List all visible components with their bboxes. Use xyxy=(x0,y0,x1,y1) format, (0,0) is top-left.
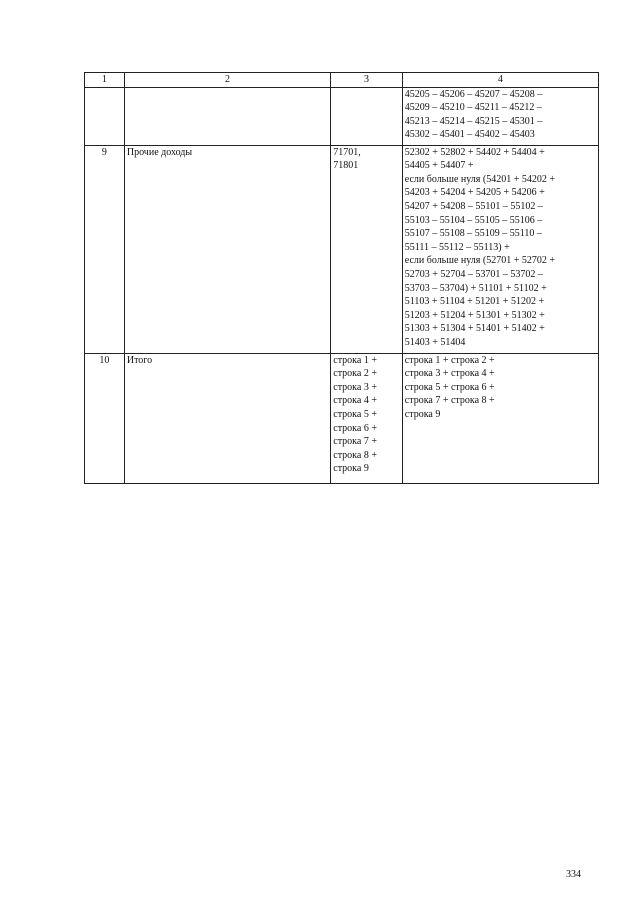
formula-line: 54203 + 54204 + 54205 + 54206 + xyxy=(404,187,545,199)
formula-line: 55111 – 55112 – 55113) + xyxy=(404,241,510,253)
row-accounts-cell xyxy=(331,145,403,353)
account-line: строка 5 + xyxy=(333,408,377,420)
formula-line: 51203 + 51204 + 51301 + 51302 + xyxy=(404,309,545,321)
header-col-2: 2 xyxy=(124,73,330,88)
formula-line: строка 9 xyxy=(404,408,441,420)
formula-line: 52302 + 52802 + 54402 + 54404 + xyxy=(404,146,545,158)
account-line: строка 4 + xyxy=(333,395,377,407)
formula-line: 55107 – 55108 – 55109 – 55110 – xyxy=(404,228,542,240)
account-line: строка 3 + xyxy=(333,381,377,393)
account-line: строка 8 + xyxy=(333,449,377,461)
row-name-cell xyxy=(124,87,330,145)
header-col-4: 4 xyxy=(402,73,598,88)
formula-line: 55103 – 55104 – 55105 – 55106 – xyxy=(404,214,543,226)
formula-line: 45209 – 45210 – 45211 – 45212 – xyxy=(404,102,542,114)
formula-line: 54405 + 54407 + xyxy=(404,160,474,172)
formula-line: 45302 – 45401 – 45402 – 45403 xyxy=(404,129,535,141)
row-formula-cell xyxy=(402,87,598,145)
page-number: 334 xyxy=(566,869,581,880)
row-number-cell xyxy=(85,87,125,145)
account-line: 71701, xyxy=(333,146,361,158)
formula-line: 53703 – 53704) + 51101 + 51102 + xyxy=(404,282,547,294)
row-name-cell: Прочие доходы xyxy=(124,145,330,353)
header-col-1: 1 xyxy=(85,73,125,88)
account-line: строка 6 + xyxy=(333,422,377,434)
formula-line: 45205 – 45206 – 45207 – 45208 – xyxy=(404,88,543,100)
row-number-cell: 10 xyxy=(85,353,125,483)
formula-line: 52703 + 52704 – 53701 – 53702 – xyxy=(404,268,543,280)
table-body xyxy=(85,87,599,483)
formula-line: 54207 + 54208 – 55101 – 55102 – xyxy=(404,200,543,212)
account-line: строка 1 + xyxy=(333,354,377,366)
formula-line: 51403 + 51404 xyxy=(404,336,466,348)
table-row xyxy=(85,87,599,145)
account-line: строка 7 + xyxy=(333,436,377,448)
formula-line: если больше нуля (52701 + 52702 + xyxy=(404,255,555,267)
row-formula-cell xyxy=(402,145,598,353)
row-number-cell: 9 xyxy=(85,145,125,353)
row-accounts-cell xyxy=(331,353,403,483)
formula-line: 51303 + 51304 + 51401 + 51402 + xyxy=(404,323,545,335)
row-accounts-cell xyxy=(331,87,403,145)
formula-line: строка 5 + строка 6 + xyxy=(404,381,495,393)
formula-line: строка 3 + строка 4 + xyxy=(404,368,495,380)
table-row xyxy=(85,145,599,353)
formula-line: строка 7 + строка 8 + xyxy=(404,395,495,407)
table-row xyxy=(85,353,599,483)
formula-line: 51103 + 51104 + 51201 + 51202 + xyxy=(404,296,545,308)
table-header-row xyxy=(85,73,599,88)
account-line: строка 9 xyxy=(333,463,369,475)
row-formula-cell xyxy=(402,353,598,483)
account-line: строка 2 + xyxy=(333,368,377,380)
row-name-cell: Итого xyxy=(124,353,330,483)
accounts-table xyxy=(84,72,599,484)
formula-line: 45213 – 45214 – 45215 – 45301 – xyxy=(404,115,543,127)
account-line: 71801 xyxy=(333,160,359,172)
formula-line: строка 1 + строка 2 + xyxy=(404,354,495,366)
header-col-3: 3 xyxy=(331,73,403,88)
formula-line: если больше нуля (54201 + 54202 + xyxy=(404,173,555,185)
